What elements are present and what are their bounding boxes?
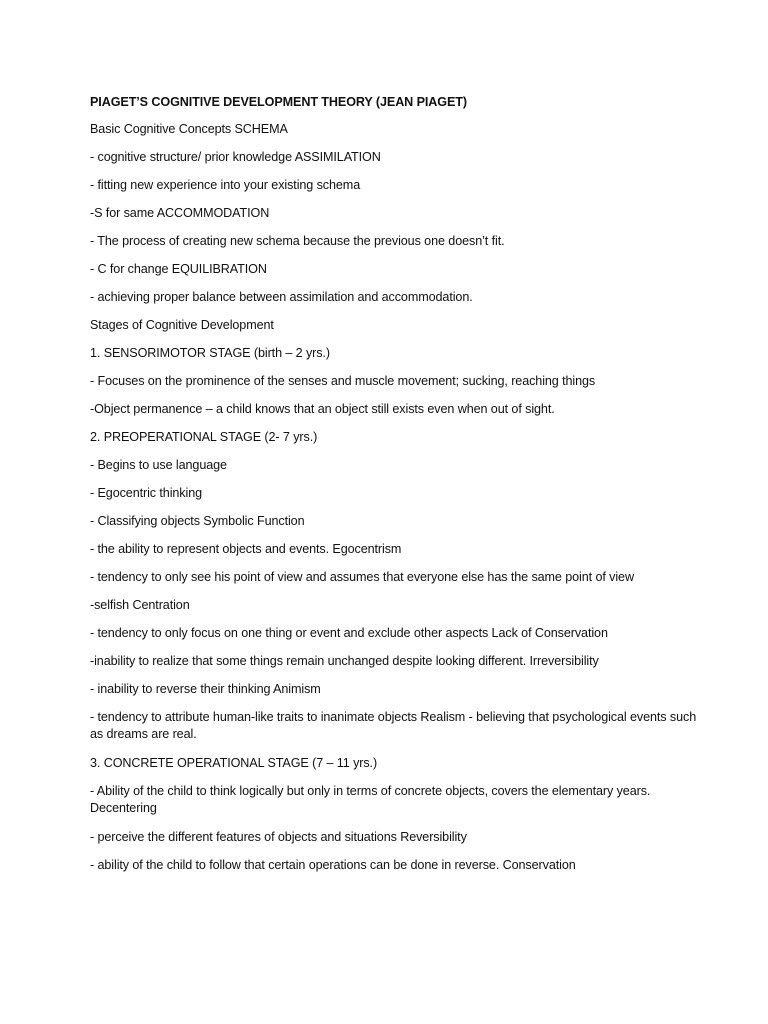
paragraph-classifying-objects: - Classifying objects Symbolic Function [90,514,305,528]
paragraph-sensorimotor-senses: - Focuses on the prominence of the senses and muscle movement; sucking, reaching things [90,374,596,388]
paragraph-centration-definition: - tendency to only focus on one thing or event and exclude other aspects Lack of Conservation [90,626,608,640]
paragraph-logical-thinking: - Ability of the child to think logically but only in terms of concrete objects, covers the elementary years. Decentering [90,784,651,815]
paragraph-schema-heading: Basic Cognitive Concepts SCHEMA [90,122,288,136]
paragraph-assimilation-definition: - fitting new experience into your existing schema [90,178,361,192]
paragraph-decentering: - perceive the different features of objects and situations Reversibility [90,830,467,844]
paragraph-symbolic-function: - the ability to represent objects and events. Egocentrism [90,542,402,556]
paragraph-selfish-centration: -selfish Centration [90,598,190,612]
paragraph-object-permanence: -Object permanence – a child knows that an object still exists even when out of sight. [90,402,555,416]
paragraph-accommodation-heading: -S for same ACCOMMODATION [90,206,270,220]
paragraph-egocentrism: - tendency to only see his point of view and assumes that everyone else has the same point of view [90,570,634,584]
paragraph-stages-heading: Stages of Cognitive Development [90,318,274,332]
paragraph-equilibration-heading: - C for change EQUILIBRATION [90,262,267,276]
paragraph-lack-of-conservation: -inability to realize that some things remain unchanged despite looking different. Irreversibility [90,654,599,668]
paragraph-concrete-operational-stage: 3. CONCRETE OPERATIONAL STAGE (7 – 11 yrs.) [90,756,378,770]
paragraph-language: - Begins to use language [90,458,227,472]
paragraph-irreversibility: - inability to reverse their thinking Animism [90,682,321,696]
document-title: PIAGET’S COGNITIVE DEVELOPMENT THEORY (JEAN PIAGET) [90,95,467,109]
paragraph-sensorimotor-stage: 1. SENSORIMOTOR STAGE (birth – 2 yrs.) [90,346,330,360]
paragraph-equilibration-definition: - achieving proper balance between assimilation and accommodation. [90,290,473,304]
paragraph-animism-realism: - tendency to attribute human-like traits to inanimate objects Realism - believing that psychological events such as dreams are real. [90,710,697,741]
paragraph-reversibility: - ability of the child to follow that certain operations can be done in reverse. Conservation [90,858,576,872]
paragraph-preoperational-stage: 2. PREOPERATIONAL STAGE (2- 7 yrs.) [90,430,318,444]
paragraph-egocentric-thinking: - Egocentric thinking [90,486,203,500]
paragraph-accommodation-definition: - The process of creating new schema because the previous one doesn’t fit. [90,234,505,248]
paragraph-schema-definition: - cognitive structure/ prior knowledge ASSIMILATION [90,150,381,164]
